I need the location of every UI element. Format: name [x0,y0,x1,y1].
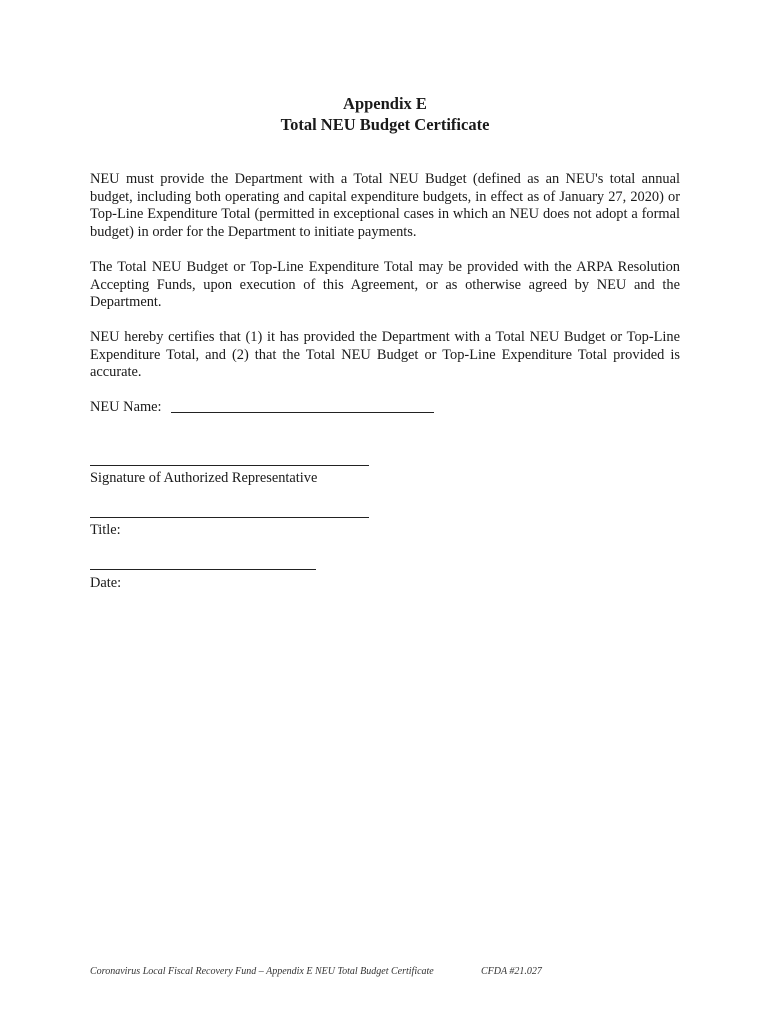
page-subtitle: Total NEU Budget Certificate [280,115,490,134]
neu-name-label: NEU Name: [90,399,162,415]
footer-document-title: Coronavirus Local Fiscal Recovery Fund – Appendix E NEU Total Budget Certificate [90,966,434,977]
date-label: Date: [90,575,122,591]
signature-field[interactable] [90,465,369,466]
footer-cfda-number: CFDA #21.027 [481,966,542,977]
signature-label: Signature of Authorized Representative [90,470,318,486]
neu-name-field[interactable] [171,412,434,413]
date-field[interactable] [90,569,316,570]
paragraph-certification: NEU hereby certifies that (1) it has provided the Department with a Total NEU Budget or Top-Line Expenditure Total, and (2) that the Total NEU Budget or Top-Line Expenditure Total provided is accurate. [90,329,680,381]
paragraph-submission-timing: The Total NEU Budget or Top-Line Expenditure Total may be provided with the ARPA Resolution Accepting Funds, upon execution of this Agreement, or as otherwise agreed by NEU and the Department. [90,259,680,311]
page-title: Appendix E [343,94,427,113]
paragraph-budget-requirement: NEU must provide the Department with a Total NEU Budget (defined as an NEU's total annual budget, including both operating and capital expenditure budgets, in effect as of January 27, 2020) or Top-Line Expenditure Total (permitted in exceptional cases in which an NEU does not adopt a formal budget) in order for the Department to initiate payments. [90,171,680,240]
title-label: Title: [90,522,121,538]
title-field[interactable] [90,517,369,518]
